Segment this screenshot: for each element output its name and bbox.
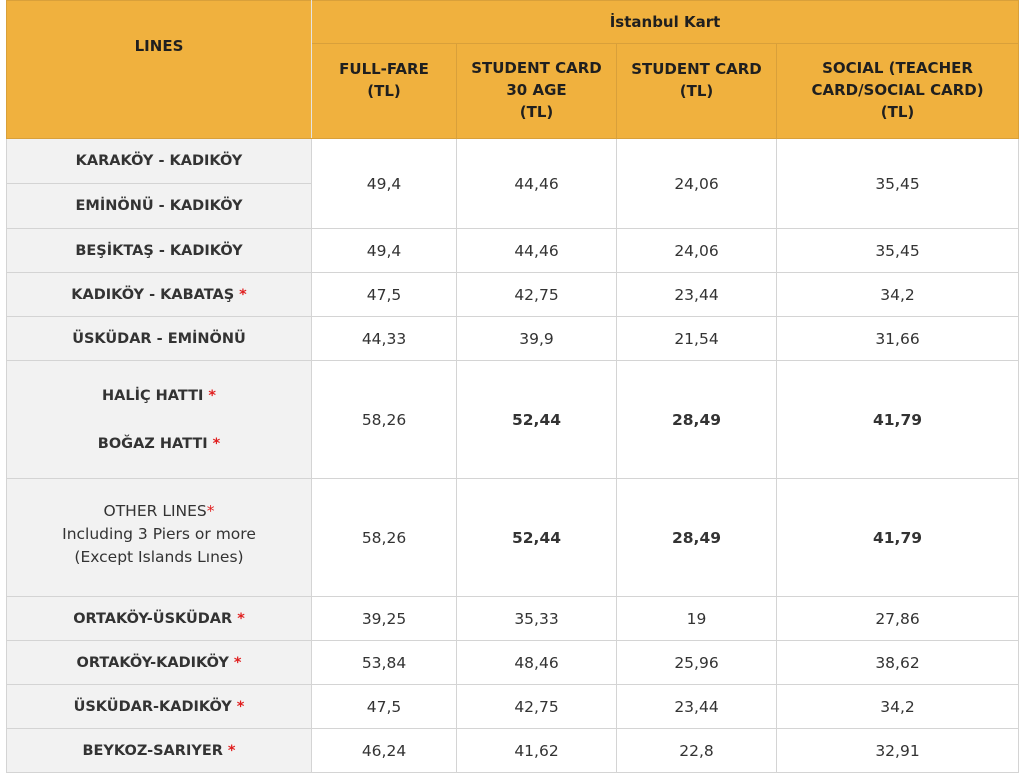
fare-cell: 41,79 xyxy=(777,479,1019,597)
fare-cell: 42,75 xyxy=(457,685,617,729)
fare-cell: 24,06 xyxy=(617,229,777,273)
table-row xyxy=(7,361,1019,479)
fare-cell: 25,96 xyxy=(617,641,777,685)
fare-cell: 22,8 xyxy=(617,729,777,773)
fare-cell: 58,26 xyxy=(312,479,457,597)
asterisk-mark: * xyxy=(206,502,215,520)
fare-cell: 44,46 xyxy=(457,229,617,273)
asterisk-mark: * xyxy=(212,435,221,452)
table-row xyxy=(7,641,1019,685)
fare-cell: 38,62 xyxy=(777,641,1019,685)
fare-cell: 24,06 xyxy=(617,139,777,229)
fare-cell: 27,86 xyxy=(777,597,1019,641)
table-row xyxy=(7,685,1019,729)
asterisk-mark: * xyxy=(227,742,236,759)
fare-cell: 28,49 xyxy=(617,479,777,597)
fare-cell: 47,5 xyxy=(312,273,457,317)
fare-table xyxy=(6,0,1019,773)
fare-cell: 34,2 xyxy=(777,685,1019,729)
fare-cell: 35,45 xyxy=(777,139,1019,229)
fare-cell: 23,44 xyxy=(617,685,777,729)
lines-header: LINES xyxy=(7,1,312,139)
asterisk-mark: * xyxy=(239,286,247,303)
line-cell: BEYKOZ-SARIYER * xyxy=(7,729,312,773)
istanbul-kart-header: İstanbul Kart xyxy=(312,1,1019,44)
fare-cell: 41,62 xyxy=(457,729,617,773)
col-header-full-fare: FULL-FARE (TL) xyxy=(312,44,457,139)
fare-cell: 35,45 xyxy=(777,229,1019,273)
fare-cell: 32,91 xyxy=(777,729,1019,773)
table-row xyxy=(7,273,1019,317)
fare-cell: 23,44 xyxy=(617,273,777,317)
fare-cell: 21,54 xyxy=(617,317,777,361)
fare-cell: 44,46 xyxy=(457,139,617,229)
line-cell: ÜSKÜDAR - EMİNÖNÜ xyxy=(7,317,312,361)
fare-cell: 34,2 xyxy=(777,273,1019,317)
fare-cell: 49,4 xyxy=(312,139,457,229)
fare-cell: 49,4 xyxy=(312,229,457,273)
table-row xyxy=(7,729,1019,773)
table-row xyxy=(7,317,1019,361)
col-header-social: SOCIAL (TEACHER CARD/SOCIAL CARD) (TL) xyxy=(777,44,1019,139)
fare-cell: 41,79 xyxy=(777,361,1019,479)
fare-cell: 42,75 xyxy=(457,273,617,317)
fare-cell: 52,44 xyxy=(457,361,617,479)
col-header-student-card: STUDENT CARD (TL) xyxy=(617,44,777,139)
line-cell: OTHER LINES* Including 3 Piers or more (Except Islands Lınes) xyxy=(7,479,312,597)
line-cell: ÜSKÜDAR-KADIKÖY * xyxy=(7,685,312,729)
line-cell: KARAKÖY - KADIKÖY EMİNÖNÜ - KADIKÖY xyxy=(7,139,312,229)
table-row xyxy=(7,479,1019,597)
table-row xyxy=(7,229,1019,273)
table-row xyxy=(7,139,1019,229)
line-cell: ORTAKÖY-KADIKÖY * xyxy=(7,641,312,685)
fare-cell: 58,26 xyxy=(312,361,457,479)
fare-cell: 47,5 xyxy=(312,685,457,729)
fare-cell: 44,33 xyxy=(312,317,457,361)
col-header-student-30-age: STUDENT CARD 30 AGE (TL) xyxy=(457,44,617,139)
fare-cell: 39,25 xyxy=(312,597,457,641)
fare-cell: 28,49 xyxy=(617,361,777,479)
line-cell: KADIKÖY - KABATAŞ * xyxy=(7,273,312,317)
line-cell: HALİÇ HATTI * BOĞAZ HATTI * xyxy=(7,361,312,479)
asterisk-mark: * xyxy=(236,698,245,715)
fare-cell: 31,66 xyxy=(777,317,1019,361)
line-cell: BEŞİKTAŞ - KADIKÖY xyxy=(7,229,312,273)
table-row xyxy=(7,597,1019,641)
asterisk-mark: * xyxy=(233,654,242,671)
fare-cell: 46,24 xyxy=(312,729,457,773)
fare-cell: 52,44 xyxy=(457,479,617,597)
fare-cell: 35,33 xyxy=(457,597,617,641)
fare-cell: 53,84 xyxy=(312,641,457,685)
fare-cell: 39,9 xyxy=(457,317,617,361)
asterisk-mark: * xyxy=(237,610,245,627)
fare-cell: 19 xyxy=(617,597,777,641)
asterisk-mark: * xyxy=(208,387,217,404)
fare-cell: 48,46 xyxy=(457,641,617,685)
line-cell: ORTAKÖY-ÜSKÜDAR * xyxy=(7,597,312,641)
